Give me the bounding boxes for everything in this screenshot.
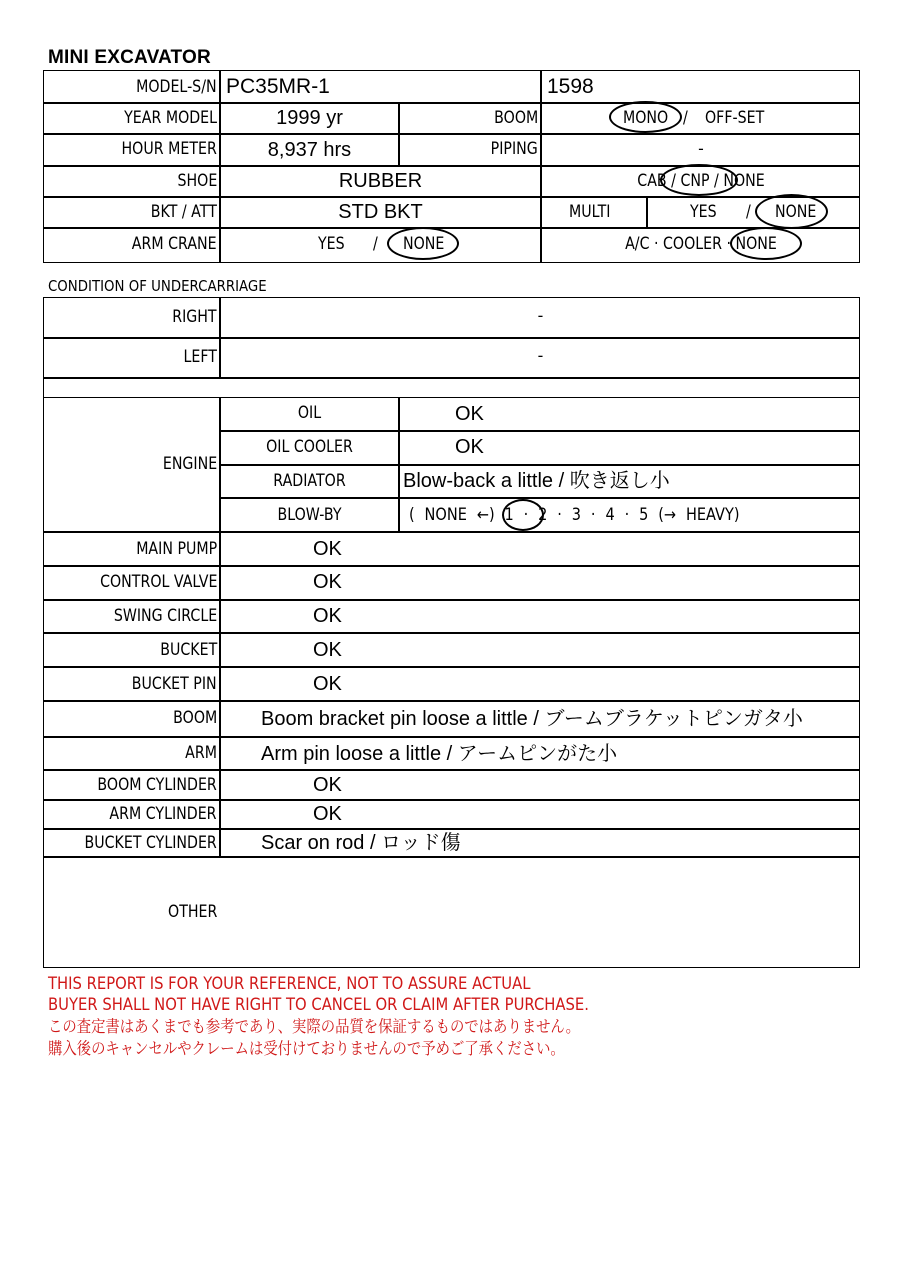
oil-cooler-value: OK — [455, 436, 484, 458]
component-value: Boom bracket pin loose a little / ブームブラケットピンガタ小 — [261, 708, 803, 730]
component-value: OK — [313, 639, 342, 661]
component-value: OK — [313, 538, 342, 560]
blow-by-1-circle — [502, 499, 544, 531]
component-label: SWING CIRCLE — [113, 606, 217, 625]
hours-value: 8,937 hrs — [267, 139, 352, 161]
piping-label: PIPING — [490, 139, 538, 158]
component-label: ARM CYLINDER — [109, 804, 217, 823]
component-value: Scar on rod / ロッド傷 — [261, 832, 461, 854]
component-label: BUCKET CYLINDER — [84, 833, 217, 852]
other-label: OTHER — [167, 902, 217, 921]
left-label: LEFT — [183, 347, 217, 366]
model-value: PC35MR-1 — [226, 75, 330, 98]
hour-meter-label: HOUR METER — [121, 139, 217, 158]
bkt-att-label: BKT / ATT — [150, 202, 217, 221]
multi-separator: / — [746, 202, 751, 221]
boom-offset-option: OFF-SET — [705, 108, 765, 127]
component-label: ARM — [185, 743, 217, 762]
ac-cooler-options: A/C · COOLER · NONE — [625, 234, 777, 253]
component-value: OK — [313, 774, 342, 796]
page-title: MINI EXCAVATOR — [48, 47, 211, 68]
shoe-value: RUBBER — [338, 170, 423, 192]
shoe-label: SHOE — [177, 171, 217, 190]
left-value: - — [537, 346, 544, 365]
component-label: BOOM CYLINDER — [97, 775, 217, 794]
component-label: BUCKET — [160, 640, 217, 659]
undercarriage-heading: CONDITION OF UNDERCARRIAGE — [48, 277, 267, 295]
arm-crane-none-circle — [387, 227, 459, 260]
component-label: CONTROL VALVE — [99, 572, 217, 591]
disclaimer-line: 購入後のキャンセルやクレームは受付けておりませんので予めご了承ください。 — [48, 1039, 565, 1058]
year-model-label: YEAR MODEL — [124, 108, 217, 127]
right-label: RIGHT — [172, 307, 217, 326]
component-label: BOOM — [172, 708, 217, 727]
oil-value: OK — [455, 403, 484, 425]
component-value: OK — [313, 571, 342, 593]
component-value: OK — [313, 803, 342, 825]
disclaimer-line: この査定書はあくまでも参考であり、実際の品質を保証するものではありません。 — [48, 1017, 581, 1036]
component-label: BUCKET PIN — [132, 674, 217, 693]
arm-crane-label: ARM CRANE — [132, 234, 217, 253]
blow-by-label: BLOW-BY — [277, 505, 342, 524]
component-label: MAIN PUMP — [135, 539, 217, 558]
cab-options: CAB / CNP / NONE — [637, 171, 765, 190]
ac-none-circle — [730, 227, 802, 260]
radiator-label: RADIATOR — [273, 471, 346, 490]
boom-mono-option: MONO — [623, 108, 669, 127]
arm-crane-none-option: NONE — [403, 234, 445, 253]
model-sn-label: MODEL-S/N — [136, 77, 217, 96]
disclaimer-line: BUYER SHALL NOT HAVE RIGHT TO CANCEL OR CLAIM AFTER PURCHASE. — [48, 995, 589, 1015]
arm-crane-separator: / — [373, 234, 378, 253]
serial-value: 1598 — [547, 75, 594, 98]
multi-yes-option: YES — [690, 202, 717, 221]
blow-by-scale: ( NONE ←) 1 · 2 · 3 · 4 · 5 (→ HEAVY) — [409, 505, 740, 524]
component-value: Arm pin loose a little / アームピンがた小 — [261, 743, 618, 765]
boom-label: BOOM — [493, 108, 538, 127]
multi-none-option: NONE — [775, 202, 817, 221]
piping-value: - — [698, 139, 704, 158]
multi-none-circle — [755, 194, 828, 229]
right-value: - — [537, 306, 544, 325]
radiator-value: Blow-back a little / 吹き返し小 — [403, 470, 670, 492]
boom-separator: / — [683, 108, 688, 127]
boom-mono-circle — [609, 101, 682, 133]
bkt-value: STD BKT — [338, 201, 423, 223]
cab-cnp-circle — [660, 164, 738, 196]
multi-label: MULTI — [569, 202, 611, 221]
year-value: 1999 yr — [276, 107, 343, 129]
engine-label: ENGINE — [162, 454, 217, 473]
component-value: OK — [313, 605, 342, 627]
oil-cooler-label: OIL COOLER — [266, 437, 353, 456]
component-value: OK — [313, 673, 342, 695]
disclaimer-line: THIS REPORT IS FOR YOUR REFERENCE, NOT TO ASSURE ACTUAL — [48, 974, 531, 994]
arm-crane-yes-option: YES — [318, 234, 345, 253]
oil-label: OIL — [297, 403, 322, 422]
